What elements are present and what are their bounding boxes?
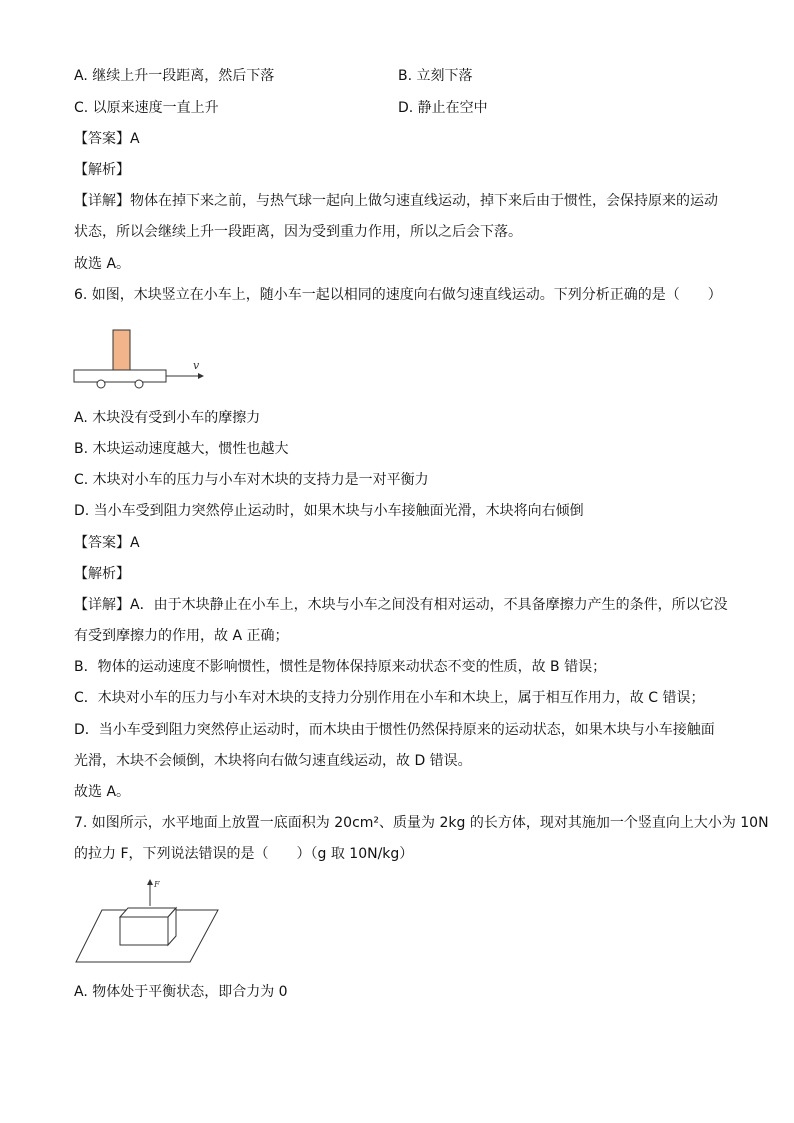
q5-answer: 【答案】A [74, 131, 140, 147]
q7-stem-line-1: 7. 如图所示，水平地面上放置一底面积为 20cm²、质量为 2kg 的长方体，现对其施加一个竖直向上大小为 10N [74, 815, 769, 831]
cart-wheel-right [135, 380, 143, 388]
velocity-arrow-head [198, 373, 204, 379]
q6-detail-line-6: 光滑，木块不会倾倒，木块将向右做匀速直线运动，故 D 错误。 [74, 753, 472, 769]
q6-option-d: D. 当小车受到阻力突然停止运动时，如果木块与小车接触面光滑，木块将向右倾倒 [74, 503, 584, 519]
q6-analysis-label: 【解析】 [74, 566, 130, 582]
q6-detail-line-4: C．木块对小车的压力与小车对木块的支持力分别作用在小车和木块上，属于相互作用力，故 C 错误； [74, 690, 705, 706]
q5-option-d: D. 静止在空中 [398, 100, 488, 116]
wooden-block [113, 330, 130, 370]
q6-detail-line-1: 【详解】A．由于木块静止在小车上，木块与小车之间没有相对运动，不具备摩擦力产生的条件，所以它没 [74, 597, 728, 613]
force-label: F [154, 880, 160, 889]
q6-answer: 【答案】A [74, 535, 140, 551]
cart-body [74, 370, 166, 382]
q5-detail-line-1: 【详解】物体在掉下来之前，与热气球一起向上做匀速直线运动，掉下来后由于惯性，会保持原来的运动 [74, 193, 718, 209]
q5-option-a: A. 继续上升一段距离，然后下落 [74, 68, 275, 84]
q6-option-a: A. 木块没有受到小车的摩擦力 [74, 410, 261, 426]
q7-option-a: A. 物体处于平衡状态，即合力为 0 [74, 984, 288, 1000]
q7-stem-line-2: 的拉力 F，下列说法错误的是（ ）（g 取 10N/kg） [74, 846, 414, 862]
q6-option-b: B. 木块运动速度越大，惯性也越大 [74, 441, 289, 457]
q6-detail-line-3: B．物体的运动速度不影响惯性，惯性是物体保持原来动状态不变的性质，故 B 错误； [74, 659, 607, 675]
q5-conclusion: 故选 A。 [74, 256, 131, 272]
force-arrow-head [147, 879, 153, 885]
q6-stem: 6. 如图，木块竖立在小车上，随小车一起以相同的速度向右做匀速直线运动。下列分析正确的是（ ） [74, 287, 722, 303]
velocity-label: v [193, 359, 200, 372]
q5-option-b: B. 立刻下落 [398, 68, 473, 84]
box-front-face [120, 917, 168, 945]
q6-detail-line-2: 有受到摩擦力的作用，故 A 正确； [74, 628, 289, 644]
q7-box-figure [72, 874, 222, 966]
q5-detail-line-2: 状态，所以会继续上升一段距离，因为受到重力作用，所以之后会下落。 [74, 224, 522, 240]
q6-conclusion: 故选 A。 [74, 784, 131, 800]
cart-wheel-left [97, 380, 105, 388]
q6-detail-line-5: D．当小车受到阻力突然停止运动时，而木块由于惯性仍然保持原来的运动状态，如果木块与小车接触面 [74, 722, 715, 738]
q6-option-c: C. 木块对小车的压力与小车对木块的支持力是一对平衡力 [74, 472, 429, 488]
box-top-face [120, 908, 176, 917]
q6-cart-figure [68, 324, 213, 392]
q5-analysis-label: 【解析】 [74, 162, 130, 178]
q5-option-c: C. 以原来速度一直上升 [74, 100, 219, 116]
